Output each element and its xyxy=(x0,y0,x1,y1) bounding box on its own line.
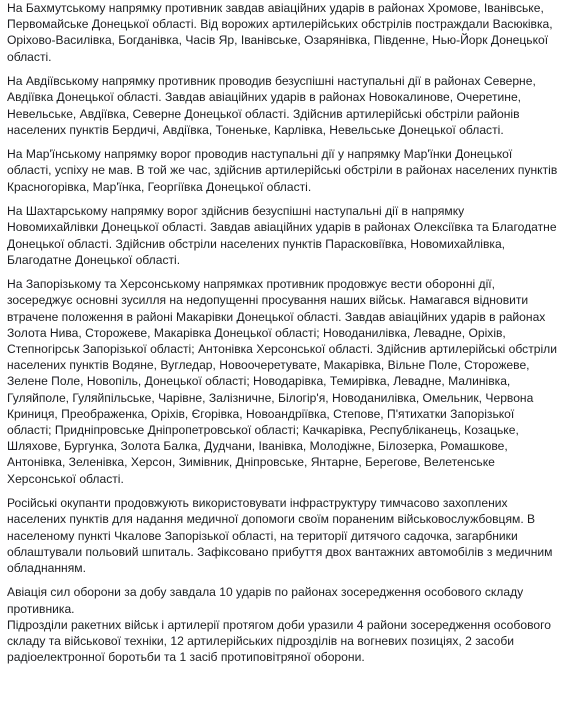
paragraph-zaporizhzhia-kherson: На Запорізькому та Херсонському напрямках противник продовжує вести оборонні дії, зосереджує основні зусилля на недопущенні просування наших військ. Намагався відновити втрачене положення в районі Макарівки Донецької області. Завдав авіаційних ударів в районах Золота Нива, Сторожеве, Макарівка Донецької області; Новоданилівка, Левадне, Оріхів, Степногірськ Запорізької області; Антонівка Херсонської області. Здійснив артилерійські обстріли населених пунктів Водяне, Вугледар, Новоочеретувате, Макарівка, Вільне Поле, Сторожеве, Зелене Поле, Новопіль, Донецької області; Новодарівка, Темирівка, Левадне, Малинівка, Гуляйполе, Гуляйпільське, Чарівне, Залізничне, Білогір'я, Новоданилівка, Омельник, Червона Криниця, Преображенка, Оріхів, Єгорівка, Новоандріївка, Степове, П'ятихатки Запорізької області; Придніпровське Дніпропетровської області; Качкарівка, Республіканець, Козацьке, Шляхове, Бургунка, Золота Балка, Дудчани, Іванівка, Молодіжне, Білозерка, Ромашкове, Антонівка, Зеленівка, Херсон, Зимівник, Дніпровське, Янтарне, Берегове, Велетенське Херсонської області. xyxy=(7,277,557,486)
paragraph-marinka: На Мар'їнському напрямку ворог проводив наступальні дії у напрямку Мар'їнки Донецької області, успіху не мав. В той же час, здійснив артилерійські обстріли в районах населених пунктів Красногорівка, Мар'їнка, Георгіївка Донецької області. xyxy=(7,147,558,194)
paragraph-avdiivka: На Авдіївському напрямку противник проводив безуспішні наступальні дії в районах Северне, Авдіївка Донецької області. Завдав авіаційних ударів в районах Новокалинове, Очеретине, Невельське, Авдіївка, Северне Донецької області. Здійснив артилерійські обстріли районів населених пунктів Бердичі, Авдіївка, Тоненьке, Карлівка, Невельське Донецької області. xyxy=(7,74,536,137)
paragraph-aviation-artillery: Авіація сил оборони за добу завдала 10 ударів по районах зосередження особового складу противника. Підрозділи ракетних військ і артилерії протягом доби уразили 4 райони зосередження особового складу та військової техніки, 12 артилерійських підрозділів на вогневих позиціях, 2 засоби радіоелектронної боротьби та 1 засіб протиповітряної оборони. xyxy=(7,585,551,665)
paragraph-shakhtarsk: На Шахтарському напрямку ворог здійснив безуспішні наступальні дії в напрямку Новомихайлівки Донецької області. Завдав авіаційних ударів в районах Олексіївка та Благодатне Донецької області. Здійснив обстріли населених пунктів Парасковіївка, Новомихайлівка, Благодатне Донецької області. xyxy=(7,204,557,267)
paragraph-bakhmut: На Бахмутському напрямку противник завдав авіаційних ударів в районах Хромове, Іванівське, Первомайське Донецької області. Від ворожих артилерійських обстрілів постраждали Васюківка, Оріхово-Василівка, Богданівка, Часів Яр, Іванівське, Озарянівка, Південне, Нью-Йорк Донецької області. xyxy=(7,1,553,64)
paragraph-occupiers-medical: Російські окупанти продовжують використовувати інфраструктуру тимчасово захоплених населених пунктів для надання медичної допомоги своїм пораненим військовослужбовцям. В населеному пункті Чкалове Запорізької області, на території дитячого садочка, загарбники облаштували польовий шпиталь. Зафіксовано прибуття двох вантажних автомобілів з медичним обладнанням. xyxy=(7,496,553,575)
